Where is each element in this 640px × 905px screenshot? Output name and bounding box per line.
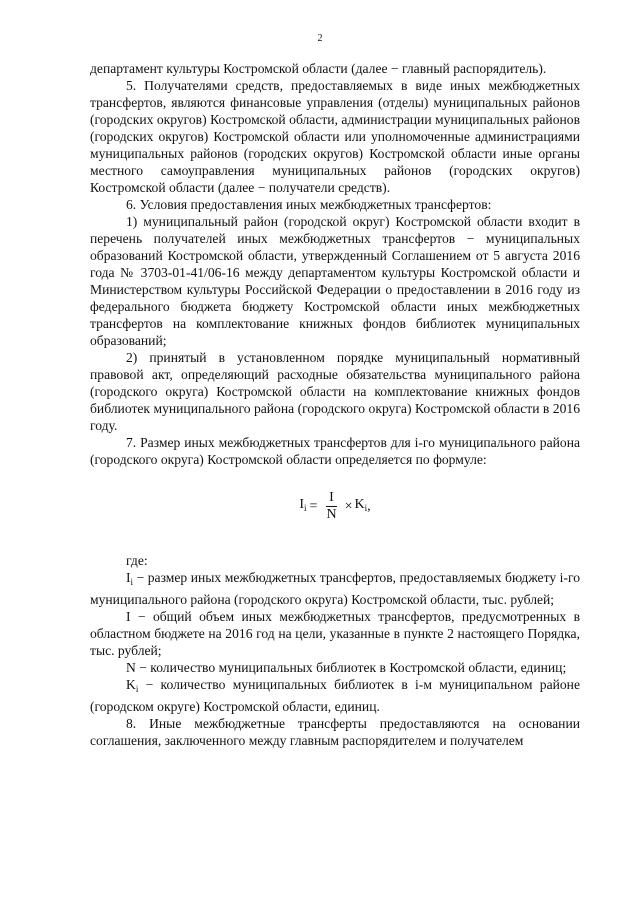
formula-comma: , bbox=[367, 499, 371, 514]
formula-times: × bbox=[344, 499, 353, 514]
formula-lhs: $I_i$ bbox=[299, 497, 307, 513]
paragraph-6-item-1: 1) муниципальный район (городской округ) Костромской области входит в перечень получателей иных межбюджетных трансфертов − муниципальных образований Костромской области, утвержденный Соглашением от 5 августа 2016 года № 3703-01-41/06-16 между департаментом культуры Костромской области и Министерством культуры Российской Федерации о предоставлении в 2016 году из федерального бюджета бюджету Костромской области иных межбюджетных трансфертов на комплектование книжных фондов библиотек муниципальных образований; bbox=[90, 214, 580, 348]
definition-I: I − общий объем иных межбюджетных трансфертов, предусмотренных в областном бюджете на 2016 год на цели, указанные в пункте 2 настоящего Порядка, тыс. рублей; bbox=[90, 609, 581, 658]
formula-rhs: $K_i$ bbox=[354, 497, 368, 513]
formula-equals: = bbox=[309, 499, 318, 514]
paragraph-6-item-2: 2) принятый в установленном порядке муниципальный нормативный правовой акт, определяющий расходные обязательства муниципального района (городского округа) Костромской области на комплектование книжных фондов библиотек муниципального района (городского округа) Костромской области в 2016 году. bbox=[90, 350, 580, 433]
definition-Ii: $I_i$ − размер иных межбюджетных трансфертов, предоставляемых бюджету i-го муниципального района (городского округа) Костромской области, тыс. рублей; bbox=[90, 570, 581, 607]
paragraph-7: 7. Размер иных межбюджетных трансфертов для i-го муниципального района (городского округа) Костромской области определяется по формуле: bbox=[90, 435, 580, 467]
where-label: где: bbox=[126, 553, 148, 568]
definition-Ki: $K_i$ − количество муниципальных библиотек в i-м муниципальном районе (городском округе) Костромской области, единиц. bbox=[90, 677, 580, 714]
definition-N: N − количество муниципальных библиотек в Костромской области, единиц; bbox=[126, 660, 567, 675]
formula-numerator: I bbox=[326, 490, 337, 507]
formula-expression bbox=[299, 490, 370, 523]
formula-denominator: N bbox=[326, 507, 337, 522]
paragraph-continuation: департамент культуры Костромской области (далее − главный распорядитель). bbox=[90, 61, 547, 76]
page-number: 2 bbox=[317, 33, 323, 44]
formula-fraction bbox=[323, 490, 339, 523]
document-body bbox=[90, 60, 580, 749]
paragraph-8: 8. Иные межбюджетные трансферты предоставляются на основании соглашения, заключенного между главным распорядителем и получателем bbox=[90, 716, 580, 748]
paragraph-6: 6. Условия предоставления иных межбюджетных трансфертов: bbox=[126, 197, 492, 212]
formula bbox=[90, 490, 580, 534]
paragraph-5: 5. Получателями средств, предоставляемых в виде иных межбюджетных трансфертов, являются финансовые управления (отделы) муниципальных районов (городских округов) Костромской области, администрации муниципальных районов (городских округов) Костромской области или уполномоченные администрациями муниципальных районов (городских округов) Костромской области иные органы местного самоуправления муниципальных районов (городских округов) Костромской области (далее − получатели средств). bbox=[90, 78, 580, 195]
